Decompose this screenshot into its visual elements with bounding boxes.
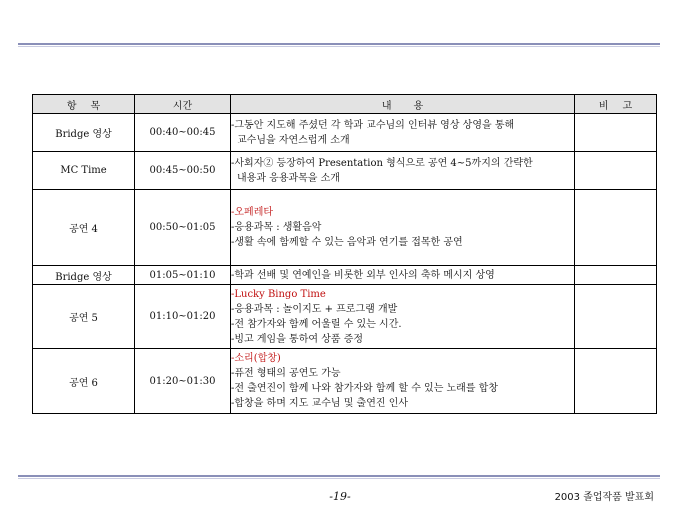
- row-content: [231, 114, 575, 152]
- content-line: -전 출연진이 함께 나와 참가자와 함께 할 수 있는 노래를 합창: [231, 383, 499, 394]
- row-note: [575, 285, 657, 349]
- content-line: -퓨전 형태의 공연도 가능: [231, 368, 341, 379]
- row-time: 00:50~01:05: [135, 190, 231, 266]
- row-content: [231, 349, 575, 414]
- content-line: -합창을 하며 지도 교수님 및 출연진 인사: [231, 398, 409, 409]
- row-content: [231, 152, 575, 190]
- content-line: -응용과목 : 놀이지도 + 프로그램 개발: [231, 303, 398, 315]
- schedule-table: [32, 94, 657, 414]
- content-line: -생활 속에 함께할 수 있는 음악과 연기를 접목한 공연: [231, 237, 463, 248]
- row-time: 00:40~00:45: [135, 114, 231, 152]
- content-line: -응용과목 : 생활음악: [231, 222, 322, 233]
- row-note: [575, 152, 657, 190]
- content-line: -빙고 게임을 통하여 상품 증정: [231, 333, 364, 345]
- row-item: Bridge 영상: [33, 114, 135, 152]
- table-row: [33, 114, 657, 152]
- row-content: [231, 190, 575, 266]
- row-time: 01:10~01:20: [135, 285, 231, 349]
- content-line: -사회자② 등장하여 Presentation 형식으로 공연 4~5까지의 간략한: [231, 157, 533, 169]
- row-time: 00:45~00:50: [135, 152, 231, 190]
- table-row: [33, 285, 657, 349]
- content-line: 내용과 응용과목을 소개: [237, 172, 340, 184]
- content-line: -그동안 지도해 주셨던 각 학과 교수님의 인터뷰 영상 상영을 통해: [231, 119, 515, 131]
- table-row: [33, 349, 657, 414]
- header-rule: [18, 43, 660, 47]
- header-note: 비고: [575, 95, 657, 114]
- row-item: Bridge 영상: [33, 266, 135, 285]
- header-time: 시간: [135, 95, 231, 114]
- row-content: [231, 266, 575, 285]
- row-note: [575, 349, 657, 414]
- row-note: [575, 190, 657, 266]
- row-time: 01:20~01:30: [135, 349, 231, 414]
- footer-title: 2003 졸업작품 발표회: [554, 492, 654, 503]
- header-content: 내용: [231, 95, 575, 114]
- row-item: MC Time: [33, 152, 135, 190]
- row-item: 공연 6: [33, 349, 135, 414]
- footer-rule: [18, 475, 660, 479]
- row-time: 01:05~01:10: [135, 266, 231, 285]
- table-row: [33, 266, 657, 285]
- table-body: [33, 114, 657, 414]
- header-item: 항목: [33, 95, 135, 114]
- row-item: 공연 4: [33, 190, 135, 266]
- row-item: 공연 5: [33, 285, 135, 349]
- content-line: 교수님을 자연스럽게 소개: [237, 134, 350, 146]
- content-line: -전 참가자와 함께 어울릴 수 있는 시간.: [231, 318, 402, 330]
- content-line: -소리(합창): [231, 353, 281, 364]
- row-note: [575, 114, 657, 152]
- table-header-row: [33, 95, 657, 114]
- content-line: -오페레타: [231, 207, 274, 218]
- table-row: [33, 190, 657, 266]
- content-line: -학과 선배 및 연예인을 비롯한 외부 인사의 축하 메시지 상영: [231, 269, 495, 281]
- table-row: [33, 152, 657, 190]
- page-number: -19-: [329, 490, 351, 503]
- row-content: [231, 285, 575, 349]
- content-line: -Lucky Bingo Time: [231, 288, 326, 300]
- row-note: [575, 266, 657, 285]
